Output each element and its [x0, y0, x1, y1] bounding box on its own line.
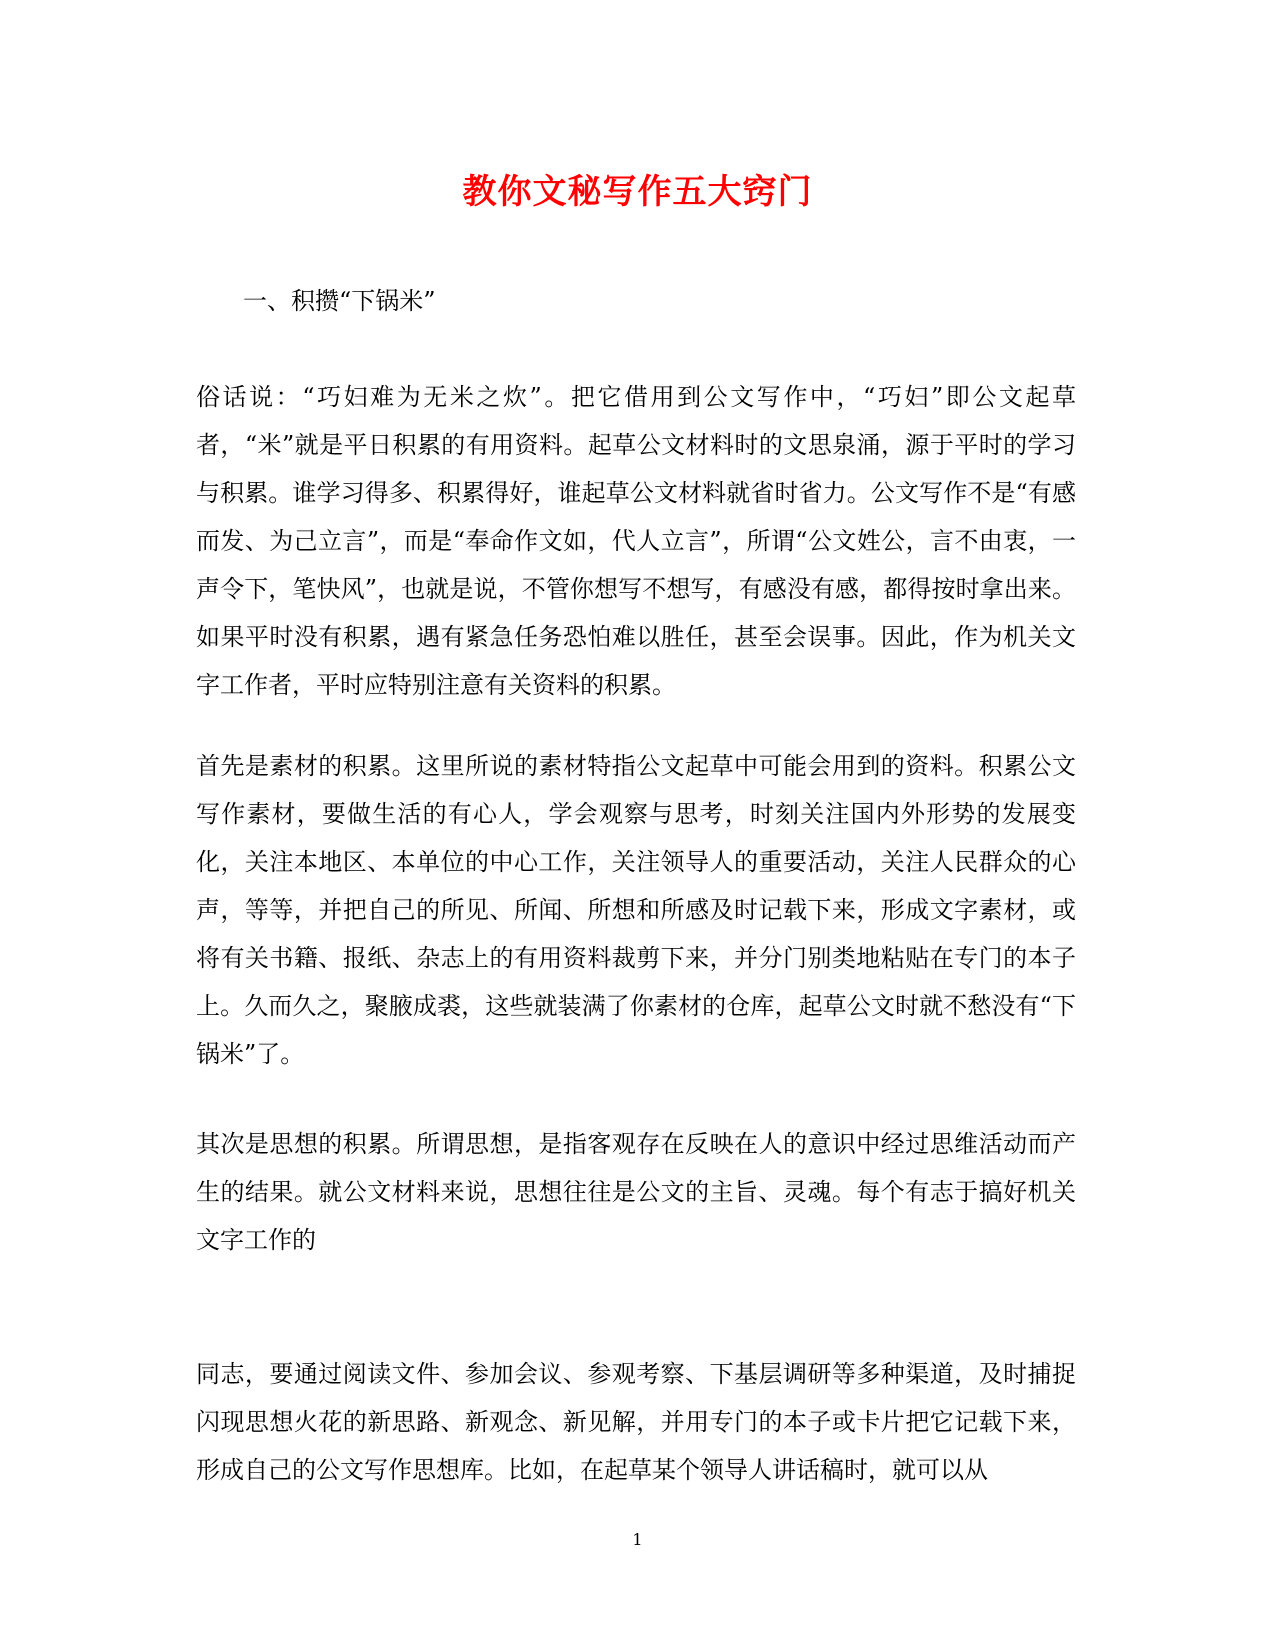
paragraph-4: 同志，要通过阅读文件、参加会议、参观考察、下基层调研等多种渠道，及时捕捉闪现思想火花的新思路、新观念、新见解，并用专门的本子或卡片把它记载下来，形成自己的公文写作思想库。比如，在起草某个领导人讲话稿时，就可以从	[196, 1360, 1076, 1484]
paragraph-1: 俗话说：“巧妇难为无米之炊”。把它借用到公文写作中，“巧妇”即公文起草者，“米”就是平日积累的有用资料。起草公文材料时的文思泉涌，源于平时的学习与积累。谁学习得多、积累得好，谁起草公文材料就省时省力。公文写作不是“有感而发、为己立言”，而是“奉命作文如，代人立言”，所谓“公文姓公，言不由衷，一声令下，笔快风”，也就是说，不管你想写不想写，有感没有感，都得按时拿出来。如果平时没有积累，遇有紧急任务恐怕难以胜任，甚至会误事。因此，作为机关文字工作者，平时应特别注意有关资料的积累。	[196, 383, 1076, 699]
section-heading: 一、积攒“下锅米”	[243, 287, 436, 315]
page-number: 1	[632, 1530, 643, 1549]
paragraph-3: 其次是思想的积累。所谓思想，是指客观存在反映在人的意识中经过思维活动而产生的结果。就公文材料来说，思想往往是公文的主旨、灵魂。每个有志于搞好机关文字工作的	[196, 1130, 1076, 1254]
paragraph-2: 首先是素材的积累。这里所说的素材特指公文起草中可能会用到的资料。积累公文写作素材，要做生活的有心人，学会观察与思考，时刻关注国内外形势的发展变化，关注本地区、本单位的中心工作，关注领导人的重要活动，关注人民群众的心声，等等，并把自己的所见、所闻、所想和所感及时记载下来，形成文字素材，或将有关书籍、报纸、杂志上的有用资料裁剪下来，并分门别类地粘贴在专门的本子上。久而久之，聚腋成裘，这些就装满了你素材的仓库，起草公文时就不愁没有“下锅米”了。	[196, 752, 1076, 1068]
document-title: 教你文秘写作五大窍门	[462, 172, 813, 212]
